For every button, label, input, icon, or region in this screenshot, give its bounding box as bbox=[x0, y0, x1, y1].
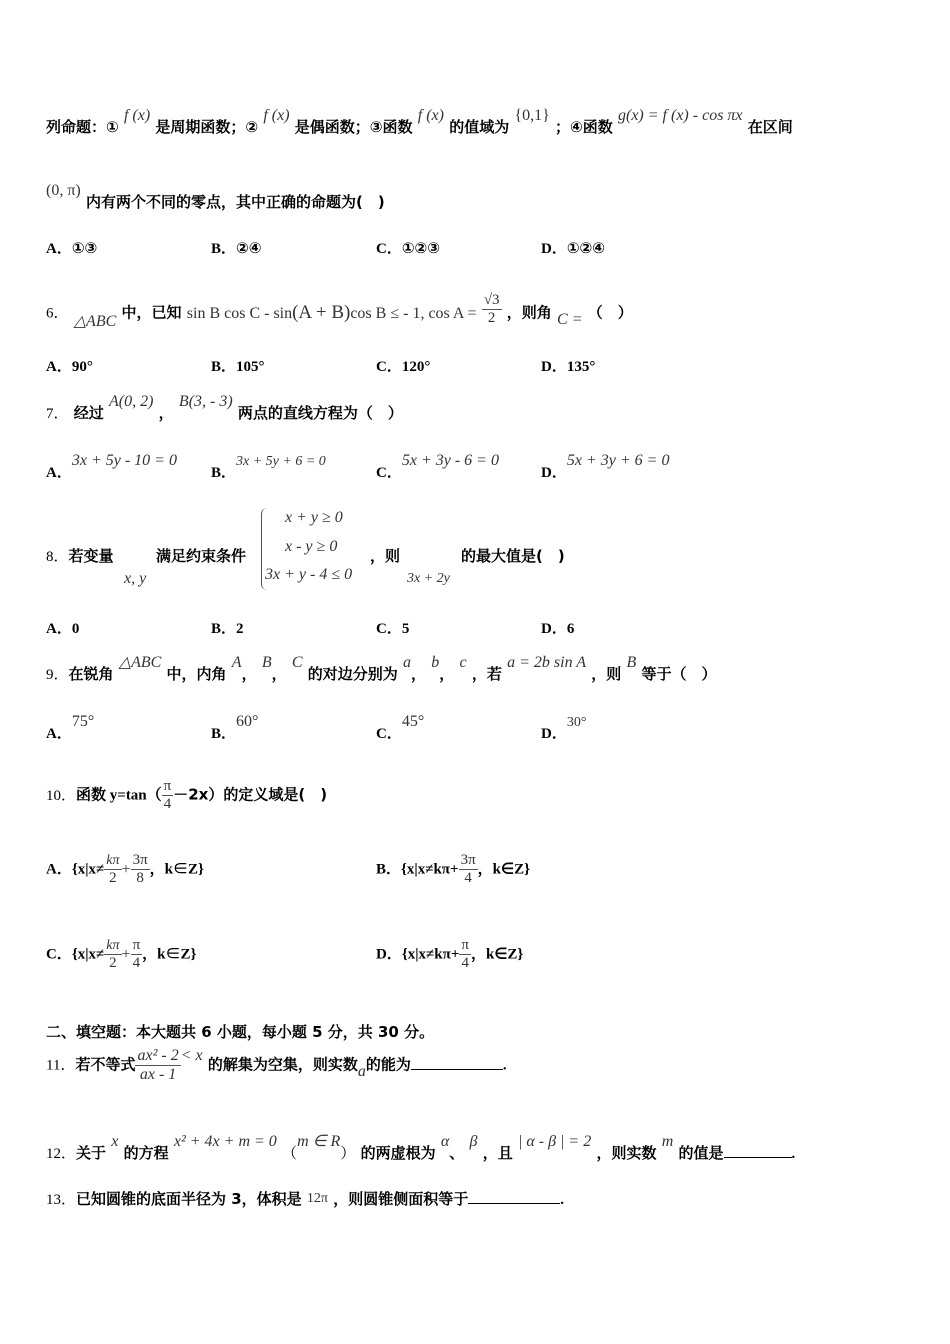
q10d-frac-1: $\frac{\pi}{4}$ bbox=[461, 937, 469, 971]
q10-option-b[interactable]: B．{x|x≠kπ+ $\frac{3\pi}{4}$ ，k∈Z} bbox=[376, 852, 530, 886]
q7-stem: 7． 经过 A(0, 2) ， B(3, - 3) 两点的直线方程为（ ） bbox=[46, 393, 403, 422]
q6-option-c[interactable]: C．120° bbox=[376, 359, 431, 375]
q8-constraint-2: x - y ≥ 0 bbox=[285, 538, 338, 555]
q10b-frac-1: $\frac{3\pi}{4}$ bbox=[460, 852, 476, 886]
q8-stem: 8．若变量 bbox=[46, 547, 114, 565]
q11-stem: 11．若不等式 $\frac{\text{ax² - 2}}{ax - 1}$ < x 的解集为空集，则实数a的能为 . bbox=[46, 1046, 507, 1083]
section-2-heading: 二、填空题：本大题共 6 小题，每小题 5 分，共 30 分。 bbox=[46, 1023, 435, 1041]
q5-line-2: (0, π) 内有两个不同的零点，其中正确的命题为( ) bbox=[46, 182, 385, 211]
q11-answer-blank[interactable] bbox=[411, 1055, 503, 1070]
q7-option-d[interactable]: D．5x + 3y + 6 = 0 bbox=[541, 452, 670, 481]
q8-vars: x, y bbox=[124, 570, 147, 587]
q9-stem: 9．在锐角 △ABC 中，内角 A， B， C 的对边分别为 a， b， c ，若 a = 2b sin A ，则 B 等于（ ） bbox=[46, 654, 717, 683]
q8-text-b: 满足约束条件 bbox=[156, 547, 247, 565]
q6-option-b[interactable]: B．105° bbox=[211, 359, 265, 375]
q5-option-d[interactable]: D．①②④ bbox=[541, 239, 605, 257]
q10c-frac-2: $\frac{\pi}{4}$ bbox=[132, 937, 141, 971]
q8-constraint-3: 3x + y - 4 ≤ 0 bbox=[265, 566, 353, 583]
q12-stem: 12．关于 x 的方程 x² + 4x + m = 0 （m ∈ R） 的两虚根为 α、 β ，且 | α - β | = 2 ，则实数 m 的值是 . bbox=[46, 1133, 796, 1162]
q13-stem: 13．已知圆锥的底面半径为 3，体积是 12π ，则圆锥侧面积等于 . bbox=[46, 1190, 564, 1208]
q11-fraction: $\frac{\text{ax² - 2}}{ax - 1}$ bbox=[137, 1047, 179, 1083]
q9-option-d[interactable]: D．30° bbox=[541, 715, 587, 742]
q6-option-d[interactable]: D．135° bbox=[541, 359, 596, 375]
q12-answer-blank[interactable] bbox=[724, 1143, 792, 1158]
q8-objective: 3x + 2y bbox=[407, 571, 450, 586]
q10-option-c[interactable]: C．{x|x≠ $\frac{k\pi}{2}$ + $\frac{\pi}{4}$ ，k∈Z} bbox=[46, 937, 197, 971]
q5-option-c[interactable]: C．①②③ bbox=[376, 239, 440, 257]
q10-pi-over-4: $\frac{\pi}{4}$ bbox=[163, 778, 172, 812]
q9-option-c[interactable]: C．45° bbox=[376, 713, 425, 742]
q10c-frac-1: $\frac{k\pi}{2}$ bbox=[106, 937, 120, 971]
q8-option-c[interactable]: C．5 bbox=[376, 621, 410, 637]
q8-option-a[interactable]: A．0 bbox=[46, 621, 80, 637]
q6-option-a[interactable]: A．90° bbox=[46, 359, 93, 375]
q10a-frac-2: $\frac{3\pi}{8}$ bbox=[132, 852, 148, 886]
q10-stem: 10．函数 y=tan（ $\frac{\pi}{4}$ －2x）的定义域是( ) bbox=[46, 778, 328, 812]
q9-option-a[interactable]: A．75° bbox=[46, 713, 95, 742]
q8-option-b[interactable]: B．2 bbox=[211, 621, 244, 637]
q5-option-b[interactable]: B．②④ bbox=[211, 239, 262, 257]
q8-constraint-1: x + y ≥ 0 bbox=[285, 509, 343, 526]
q5-option-a[interactable]: A．①③ bbox=[46, 239, 98, 257]
q8-text-d: 的最大值是( ) bbox=[461, 547, 565, 565]
q7-option-c[interactable]: C．5x + 3y - 6 = 0 bbox=[376, 452, 499, 481]
q5-line-1: 列命题：① f (x) 是周期函数；② f (x) 是偶函数；③函数 f (x) 的值域为 {0,1} ；④函数 g(x) = f (x) - cos πx 在区间 bbox=[46, 107, 793, 136]
q10-option-a[interactable]: A．{x|x≠ $\frac{k\pi}{2}$ + $\frac{3\pi}{8}$ ，k∈Z} bbox=[46, 852, 204, 886]
q10a-frac-1: $\frac{k\pi}{2}$ bbox=[106, 852, 120, 886]
q13-answer-blank[interactable] bbox=[468, 1189, 560, 1204]
q9-option-b[interactable]: B．60° bbox=[211, 713, 259, 742]
q6-stem: 6． △ABC 中，已知 sin B cos C - sin(A + B)cos B ≤ - 1, cos A = $\frac{√3}{2}$ ，则角 C = （ ） bbox=[46, 292, 633, 330]
q6-cos-fraction: $\frac{√3}{2}$ bbox=[483, 292, 500, 326]
q7-option-a[interactable]: A．3x + 5y - 10 = 0 bbox=[46, 452, 177, 481]
q10-option-d[interactable]: D．{x|x≠kπ+ $\frac{\pi}{4}$ ，k∈Z} bbox=[376, 937, 524, 971]
q8-text-c: ，则 bbox=[370, 547, 401, 565]
q7-option-b[interactable]: B．3x + 5y + 6 = 0 bbox=[211, 454, 326, 481]
q8-option-d[interactable]: D．6 bbox=[541, 621, 575, 637]
